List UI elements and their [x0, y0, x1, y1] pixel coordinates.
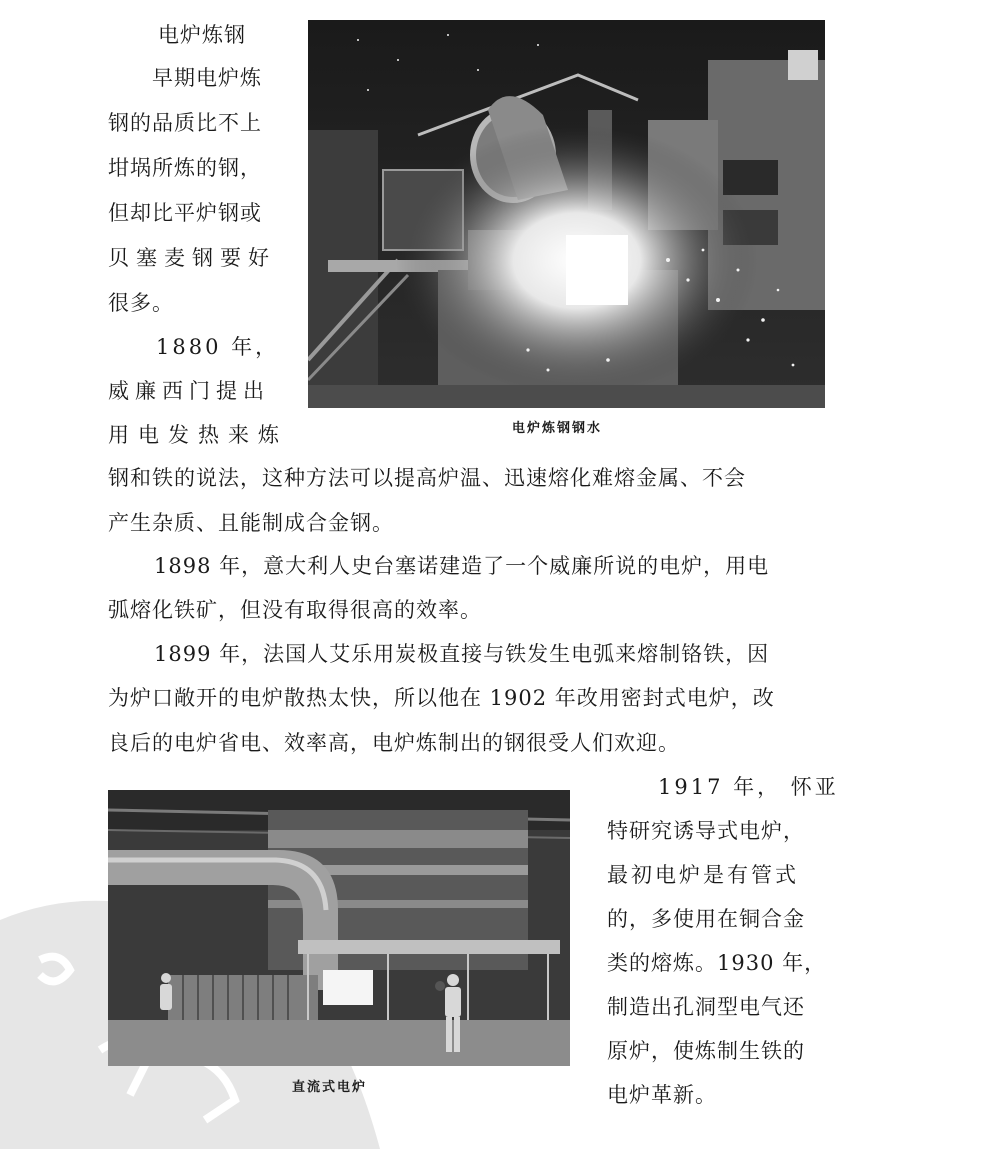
dc-furnace-drawing [108, 790, 570, 1066]
right-column-line: 原炉，使炼制生铁的 [607, 1039, 805, 1063]
body-line: 弧熔化铁矿，但没有取得很高的效率。 [108, 598, 482, 622]
furnace-molten-steel-photo [308, 20, 825, 408]
left-column-line: 威廉西门提出 [108, 379, 270, 403]
left-column-line: 贝塞麦钢要好 [108, 246, 276, 270]
section-title: 电炉炼钢 [158, 23, 246, 47]
left-column-line: 用电发热来炼 [108, 423, 288, 447]
right-column-line: 类的熔炼。1930 年， [607, 951, 827, 975]
bottom-photo-caption: 直流式电炉 [292, 1080, 368, 1095]
left-column-line: 1880 年， [156, 335, 280, 359]
right-column-line: 电炉革新。 [607, 1083, 717, 1107]
right-column-line: 特研究诱导式电炉， [607, 819, 805, 843]
furnace-photo-drawing [308, 20, 825, 408]
body-line: 1899 年，法国人艾乐用炭极直接与铁发生电弧来熔制铬铁，因 [154, 642, 770, 666]
body-line: 良后的电炉省电、效率高，电炉炼制出的钢很受人们欢迎。 [108, 731, 680, 755]
body-line: 产生杂质、且能制成合金钢。 [108, 511, 394, 535]
right-column-line: 最初电炉是有管式 [607, 863, 799, 887]
top-photo-caption: 电炉炼钢钢水 [512, 421, 603, 436]
left-column-line: 早期电炉炼 [152, 66, 262, 90]
body-line: 1898 年，意大利人史台塞诺建造了一个威廉所说的电炉，用电 [154, 554, 770, 578]
body-line: 钢和铁的说法，这种方法可以提高炉温、迅速熔化难熔金属、不会 [108, 466, 746, 490]
left-column-line: 很多。 [108, 291, 174, 315]
left-column-line: 但却比平炉钢或 [108, 201, 262, 225]
right-column-line: 制造出孔洞型电气还 [607, 995, 805, 1019]
right-column-line: 的，多使用在铜合金 [607, 907, 805, 931]
body-line: 为炉口敞开的电炉散热太快，所以他在 1902 年改用密封式电炉，改 [108, 686, 775, 710]
right-column-line: 1917 年， 怀亚 [658, 775, 839, 799]
left-column-line: 钢的品质比不上 [108, 111, 262, 135]
left-column-line: 坩埚所炼的钢， [108, 156, 262, 180]
dc-furnace-photo [108, 790, 570, 1066]
